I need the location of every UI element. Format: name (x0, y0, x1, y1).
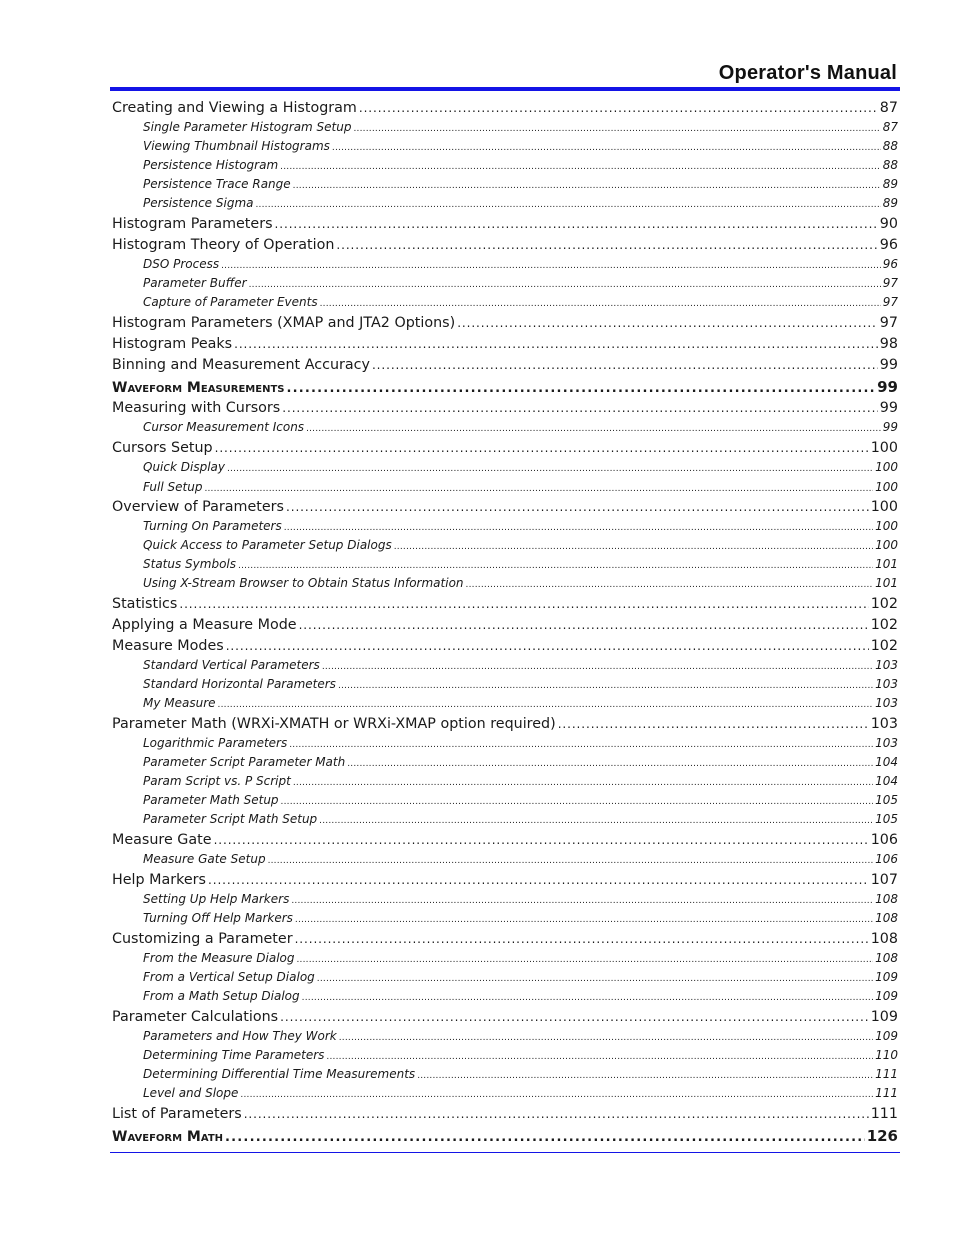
toc-dot-leader (218, 696, 874, 715)
toc-entry-title: Single Parameter Histogram Setup (143, 120, 352, 134)
toc-entry-title: Persistence Histogram (143, 158, 279, 172)
toc-entry-title: My Measure (143, 696, 216, 710)
toc-entry-page: 110 (875, 1048, 898, 1062)
toc-entry-page: 99 (879, 357, 898, 373)
toc-subentry[interactable] (112, 791, 898, 810)
toc-entry-page: 97 (882, 295, 898, 309)
toc-entry-title: Parameter Buffer (143, 276, 247, 290)
toc-dot-leader (302, 989, 873, 1008)
toc-entry-page: 100 (875, 480, 898, 494)
toc-entry-page: 102 (870, 596, 898, 612)
toc-entry[interactable] (112, 497, 898, 517)
toc-entry-page: 103 (875, 696, 898, 710)
toc-entry[interactable] (112, 594, 898, 614)
toc-entry[interactable] (112, 870, 898, 890)
toc-subentry[interactable] (112, 536, 898, 555)
toc-entry-page: 126 (866, 1127, 898, 1145)
toc-subentry[interactable] (112, 1046, 898, 1065)
toc-entry-title: Quick Access to Parameter Setup Dialogs (143, 538, 392, 552)
toc-entry[interactable] (112, 929, 898, 949)
toc-entry-title: Standard Vertical Parameters (143, 658, 320, 672)
toc-entry[interactable] (112, 438, 898, 458)
toc-entry-page: 108 (875, 951, 898, 965)
toc-entry-title: Persistence Sigma (143, 196, 254, 210)
toc-dot-leader (227, 460, 873, 479)
toc-entry-page: 109 (870, 1009, 898, 1025)
footer-rule (110, 1152, 900, 1153)
toc-subentry[interactable] (112, 1027, 898, 1046)
toc-subentry[interactable] (112, 694, 898, 713)
toc-entry-title: Waveform Measurements (112, 380, 285, 396)
toc-dot-leader (256, 196, 881, 215)
toc-dot-leader (275, 214, 878, 234)
toc-subentry[interactable] (112, 772, 898, 791)
toc-entry-title: Logarithmic Parameters (143, 736, 288, 750)
toc-entry-page: 111 (875, 1086, 898, 1100)
toc-entry-page: 99 (879, 400, 898, 416)
toc-entry-page: 90 (879, 216, 898, 232)
toc-entry-title: Cursors Setup (112, 440, 213, 456)
toc-subentry[interactable] (112, 418, 898, 437)
toc-entry-title: Cursor Measurement Icons (143, 420, 305, 434)
toc-dot-leader (457, 313, 878, 333)
toc-entry[interactable] (112, 235, 898, 255)
toc-entry-page: 101 (875, 576, 898, 590)
toc-entry-page: 102 (870, 617, 898, 633)
toc-subentry[interactable] (112, 478, 898, 497)
toc-subentry[interactable] (112, 810, 898, 829)
toc-entry-page: 103 (875, 677, 898, 691)
toc-subentry[interactable] (112, 987, 898, 1006)
toc-subentry[interactable] (112, 574, 898, 593)
toc-entry-page: 105 (875, 812, 898, 826)
toc-entry[interactable] (112, 1007, 898, 1027)
toc-entry-title: Binning and Measurement Accuracy (112, 357, 370, 373)
toc-entry-title: Turning Off Help Markers (143, 911, 293, 925)
toc-entry-title: List of Parameters (112, 1106, 242, 1122)
toc-dot-leader (225, 1127, 865, 1149)
toc-entry-title: Measuring with Cursors (112, 400, 281, 416)
toc-subentry[interactable] (112, 968, 898, 987)
toc-dot-leader (372, 355, 878, 375)
toc-dot-leader (226, 636, 869, 656)
toc-entry-page: 102 (870, 638, 898, 654)
toc-entry-page: 103 (875, 658, 898, 672)
toc-entry-title: Customizing a Parameter (112, 931, 293, 947)
toc-entry-page: 109 (875, 970, 898, 984)
toc-entry-title: Parameter Script Parameter Math (143, 755, 346, 769)
toc-entry-title: Overview of Parameters (112, 499, 285, 515)
toc-dot-leader (359, 98, 878, 118)
toc-entry[interactable] (112, 615, 898, 635)
toc-dot-leader (320, 295, 881, 314)
toc-entry-title: Standard Horizontal Parameters (143, 677, 336, 691)
toc-entry-page: 104 (875, 774, 898, 788)
toc-entry-title: Quick Display (143, 460, 225, 474)
toc-subentry[interactable] (112, 118, 898, 137)
toc-entry-title: Using X-Stream Browser to Obtain Status Information (143, 576, 464, 590)
toc-entry[interactable] (112, 636, 898, 656)
toc-entry-page: 98 (879, 336, 898, 352)
toc-entry-title: Measure Gate (112, 832, 212, 848)
toc-dot-leader (306, 420, 881, 439)
toc-entry-page: 100 (875, 460, 898, 474)
toc-entry-page: 100 (870, 499, 898, 515)
toc-dot-leader (234, 334, 878, 354)
toc-entry[interactable] (112, 98, 898, 118)
toc-entry-page: 89 (882, 177, 898, 191)
toc-subentry[interactable] (112, 274, 898, 293)
toc-dot-leader (319, 812, 873, 831)
toc-entry[interactable] (112, 214, 898, 234)
toc-section-entry[interactable] (112, 1125, 898, 1147)
toc-dot-leader (295, 929, 869, 949)
toc-entry-title: Help Markers (112, 872, 207, 888)
toc-dot-leader (282, 398, 878, 418)
toc-entry-title: Parameter Math Setup (143, 793, 279, 807)
toc-subentry[interactable] (112, 194, 898, 213)
toc-entry-title: Parameter Calculations (112, 1009, 279, 1025)
page-header-title: Operator's Manual (718, 62, 897, 84)
toc-entry-title: From a Math Setup Dialog (143, 989, 300, 1003)
toc-entry[interactable] (112, 714, 898, 734)
toc-entry-title: Param Script vs. P Script (143, 774, 291, 788)
toc-entry-title: Setting Up Help Markers (143, 892, 290, 906)
toc-entry-title: Measure Modes (112, 638, 224, 654)
toc-entry-page: 106 (875, 852, 898, 866)
toc-entry-title: Persistence Trace Range (143, 177, 291, 191)
toc-entry-title: Waveform Math (112, 1129, 224, 1145)
toc-entry-title: Parameter Script Math Setup (143, 812, 318, 826)
toc-dot-leader (286, 378, 875, 400)
toc-subentry[interactable] (112, 850, 898, 869)
toc-entry-title: Full Setup (143, 480, 203, 494)
toc-dot-leader (244, 1104, 869, 1124)
toc-dot-leader (215, 438, 869, 458)
toc-entry-page: 99 (882, 420, 898, 434)
toc-subentry[interactable] (112, 909, 898, 928)
toc-entry-page: 103 (870, 716, 898, 732)
toc-subentry[interactable] (112, 555, 898, 574)
toc-entry[interactable] (112, 334, 898, 354)
toc-entry-title: DSO Process (143, 257, 220, 271)
toc-subentry[interactable] (112, 517, 898, 536)
toc-entry-page: 87 (879, 100, 898, 116)
toc-entry-page: 100 (875, 538, 898, 552)
toc-entry-title: Histogram Parameters (XMAP and JTA2 Options) (112, 315, 456, 331)
toc-entry-title: Histogram Peaks (112, 336, 233, 352)
toc-entry-page: 106 (870, 832, 898, 848)
toc-entry-page: 105 (875, 793, 898, 807)
toc-entry-title: Status Symbols (143, 557, 237, 571)
toc-dot-leader (286, 497, 869, 517)
toc-entry-title: Determining Differential Time Measurements (143, 1067, 416, 1081)
toc-entry-title: From the Measure Dialog (143, 951, 295, 965)
toc-entry[interactable] (112, 355, 898, 375)
toc-section-entry[interactable] (112, 376, 898, 398)
toc-dot-leader (280, 1007, 869, 1027)
toc-entry-page: 100 (870, 440, 898, 456)
toc-entry-page: 88 (882, 139, 898, 153)
toc-subentry[interactable] (112, 156, 898, 175)
toc-dot-leader (295, 911, 873, 930)
toc-dot-leader (466, 576, 874, 595)
toc-subentry[interactable] (112, 675, 898, 694)
toc-entry-page: 100 (875, 519, 898, 533)
toc-entry-page: 108 (875, 911, 898, 925)
toc-entry-title: Capture of Parameter Events (143, 295, 318, 309)
toc-dot-leader (299, 615, 869, 635)
toc-entry-title: Histogram Theory of Operation (112, 237, 335, 253)
toc-subentry[interactable] (112, 1065, 898, 1084)
toc-entry-title: Statistics (112, 596, 178, 612)
toc-subentry[interactable] (112, 753, 898, 772)
toc-subentry[interactable] (112, 137, 898, 156)
toc-dot-leader (558, 714, 869, 734)
toc-entry[interactable] (112, 313, 898, 333)
toc-entry-page: 97 (882, 276, 898, 290)
toc-entry-title: Determining Time Parameters (143, 1048, 325, 1062)
toc-entry-page: 107 (870, 872, 898, 888)
toc-entry-page: 108 (870, 931, 898, 947)
toc-entry-title: Applying a Measure Mode (112, 617, 297, 633)
toc-subentry[interactable] (112, 890, 898, 909)
toc-dot-leader (240, 1086, 873, 1105)
toc-entry-title: Parameters and How They Work (143, 1029, 337, 1043)
toc-subentry[interactable] (112, 293, 898, 312)
toc-entry-page: 96 (882, 257, 898, 271)
toc-entry-title: From a Vertical Setup Dialog (143, 970, 315, 984)
toc-entry-title: Measure Gate Setup (143, 852, 266, 866)
toc-entry[interactable] (112, 830, 898, 850)
toc-entry[interactable] (112, 398, 898, 418)
toc-entry-page: 111 (870, 1106, 898, 1122)
toc-subentry[interactable] (112, 255, 898, 274)
toc-entry-page: 104 (875, 755, 898, 769)
toc-entry-page: 109 (875, 989, 898, 1003)
toc-dot-leader (268, 852, 874, 871)
toc-entry-title: Level and Slope (143, 1086, 239, 1100)
toc-entry-title: Turning On Parameters (143, 519, 282, 533)
toc-entry-title: Histogram Parameters (112, 216, 273, 232)
toc-subentry[interactable] (112, 656, 898, 675)
toc-entry-page: 108 (875, 892, 898, 906)
toc-dot-leader (179, 594, 868, 614)
header-rule (110, 87, 900, 91)
toc-entry-title: Parameter Math (WRXi-XMATH or WRXi-XMAP option required) (112, 716, 556, 732)
toc-entry[interactable] (112, 1104, 898, 1124)
toc-entry-title: Viewing Thumbnail Histograms (143, 139, 330, 153)
toc-entry-title: Creating and Viewing a Histogram (112, 100, 357, 116)
toc-subentry[interactable] (112, 175, 898, 194)
toc-entry-page: 89 (882, 196, 898, 210)
toc-entry-page: 97 (879, 315, 898, 331)
toc-dot-leader (336, 235, 877, 255)
toc-entry-page: 96 (879, 237, 898, 253)
toc-entry-page: 87 (882, 120, 898, 134)
toc-dot-leader (208, 870, 869, 890)
toc-entry-page: 109 (875, 1029, 898, 1043)
toc-subentry[interactable] (112, 458, 898, 477)
toc-entry-page: 103 (875, 736, 898, 750)
toc-dot-leader (214, 830, 869, 850)
toc-subentry[interactable] (112, 949, 898, 968)
toc-entry-page: 99 (877, 378, 898, 396)
toc-subentry[interactable] (112, 1084, 898, 1103)
toc-entry-page: 101 (875, 557, 898, 571)
toc-entry-page: 88 (882, 158, 898, 172)
toc-subentry[interactable] (112, 734, 898, 753)
toc-entry-page: 111 (875, 1067, 898, 1081)
